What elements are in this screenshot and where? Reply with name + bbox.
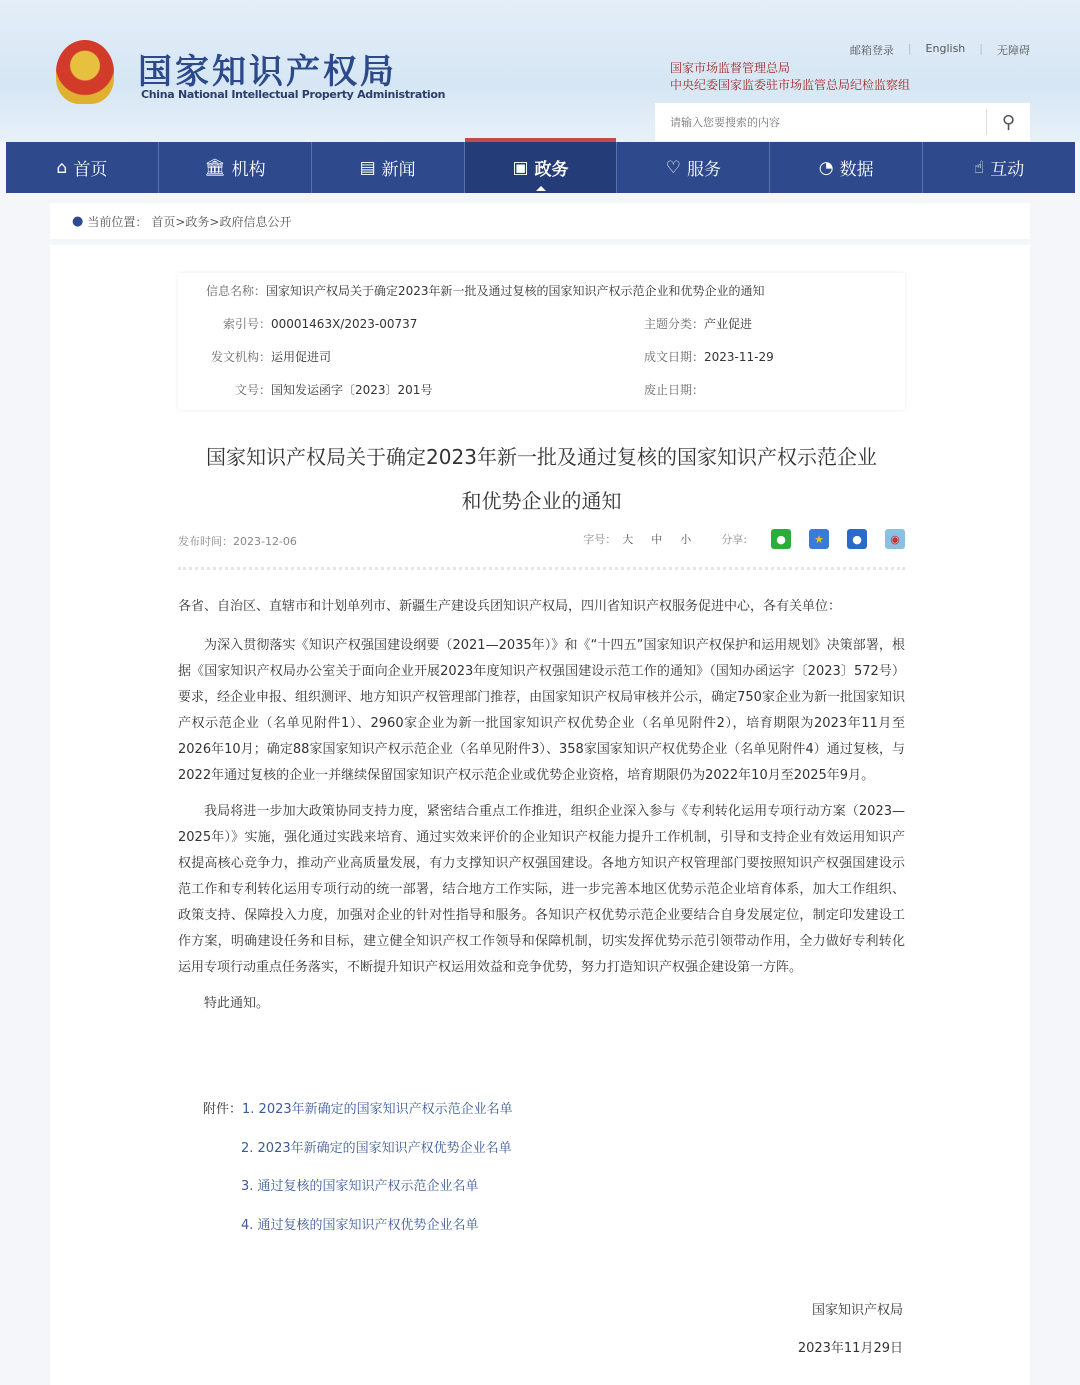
english-link[interactable]: English [925, 42, 966, 55]
info-label: 废止日期： [644, 383, 705, 397]
font-size-large[interactable]: 大 [622, 533, 634, 546]
paragraph: 为深入贯彻落实《知识产权强国建设纲要（2021—2035年）》和《“十四五”国家知识产权保护和运用规划》决策部署，根据《国家知识产权局办公室关于面向企业开展2023年度知识产权强国建设示范工作的通知》（国知办函运字〔2023〕572号）要求，经企业申报、组织测评、地方知识产权管理部门推荐，由国家知识产权局审核并公示，确定750家企业为新一批国家知识产权示范企业（名单见附件1）、2960家企业为新一批国家知识产权优势企业（名单见附件2），培育期限为2023年11月至2026年10月；确定88家国家知识产权示范企业（名单见附件3）、358家国家知识产权优势企业（名单见附件4）通过复核，与2022年通过复核的企业一并继续保留国家知识产权示范企业或优势企业资格，培育期限仍为2022年10月至2025年9月。 [178, 638, 905, 783]
site-header [0, 0, 1080, 142]
search-input[interactable] [655, 116, 986, 129]
weibo-share-icon[interactable]: ◉ [885, 529, 905, 549]
nav-services[interactable] [617, 142, 770, 193]
affiliations [670, 60, 910, 94]
paragraph: 我局将进一步加大政策协同支持力度，紧密结合重点工作推进，组织企业深入参与《专利转化运用专项行动方案（2023—2025年）》实施，强化通过实践来培育、通过实效来评价的企业知识产权能力提升工作机制，引导和支持企业有效运用知识产权提高核心竞争力，推动产业高质量发展，有力支撑知识产权强国建设。各地方知识产权管理部门要按照知识产权强国建设示范工作和专利转化运用专项行动的统一部署，结合地方工作实际，进一步完善本地区优势示范企业培育体系，加大工作组织、政策支持、保障投入力度，加强对企业的针对性指导和服务。各知识产权优势示范企业要结合自身发展定位，制定印发建设工作方案，明确建设任务和目标，建立健全知识产权工作领导和保障机制，切实发挥优势示范引领带动作用，全力做好专利转化运用专项行动重点任务落实，不断提升知识产权运用效益和竞争优势，努力打造知识产权强企建设第一方阵。 [178, 804, 905, 975]
publish-time: 发布时间：2023-12-06 [178, 535, 297, 548]
nav-label: 机构 [231, 160, 266, 180]
info-doc-number: 国知发运函字〔2023〕201号 [271, 383, 433, 397]
info-label: 主题分类： [644, 317, 705, 331]
nav-news[interactable] [312, 142, 465, 193]
pie-chart-icon: ◔ [818, 157, 834, 178]
font-size-small[interactable]: 小 [680, 533, 692, 546]
info-name: 国家知识产权局关于确定2023年新一批及通过复核的国家知识产权示范企业和优势企业的通知 [266, 284, 765, 298]
search-icon[interactable]: ⚲ [986, 109, 1030, 135]
nav-home[interactable] [6, 142, 159, 193]
qzone-share-icon[interactable]: ★ [809, 529, 829, 549]
breadcrumb-path[interactable]: 首页>政务>政府信息公开 [151, 214, 292, 229]
top-links [850, 42, 1030, 58]
search-box [655, 103, 1030, 141]
nav-label: 首页 [73, 160, 108, 180]
share-label: 分享: [721, 533, 747, 546]
attachment-link[interactable]: 4. 通过复核的国家知识产权优势企业名单 [241, 1217, 479, 1233]
signer: 国家知识产权局 [811, 1303, 903, 1318]
attachment-link[interactable]: 3. 通过复核的国家知识产权示范企业名单 [241, 1179, 479, 1194]
affiliation-link[interactable]: 国家市场监督管理总局 [670, 61, 791, 75]
main-nav [6, 142, 1075, 193]
site-logo-title[interactable]: 国家知识产权局 [138, 52, 397, 92]
nav-data[interactable] [770, 142, 923, 193]
nav-interaction[interactable] [923, 142, 1075, 193]
article-title [178, 435, 905, 523]
wechat-share-icon[interactable]: ● [771, 529, 791, 549]
attachment-link[interactable]: 1. 2023年新确定的国家知识产权示范企业名单 [242, 1102, 513, 1117]
info-index: 00001463X/2023-00737 [271, 317, 418, 331]
hand-pointer-icon: ☝ [973, 157, 985, 178]
salutation: 各省、自治区、直辖市和计划单列市、新疆生产建设兵团知识产权局，四川省知识产权服务促进中心，各有关单位： [178, 599, 842, 614]
font-size-medium[interactable]: 中 [651, 533, 663, 546]
nav-label: 新闻 [381, 160, 416, 180]
news-icon: ▤ [359, 157, 376, 178]
info-org: 运用促进司 [271, 350, 332, 364]
building-icon: 🏛 [203, 157, 226, 178]
info-label: 索引号： [222, 317, 271, 331]
article-body [178, 594, 905, 1027]
info-label: 信息名称： [206, 284, 267, 298]
info-date: 2023-11-29 [704, 350, 774, 364]
signature [798, 1292, 903, 1368]
nav-government-affairs[interactable] [465, 142, 618, 193]
nav-label: 互动 [990, 160, 1025, 180]
national-emblem-logo [56, 40, 114, 104]
attachments [203, 1098, 513, 1252]
accessibility-link[interactable]: 无障碍 [997, 44, 1030, 57]
location-pin-icon: ● [72, 213, 84, 229]
heart-icon: ♡ [665, 157, 681, 178]
email-login-link[interactable]: 邮箱登录 [849, 44, 894, 57]
nav-label: 服务 [686, 160, 721, 180]
info-topic: 产业促进 [704, 317, 753, 331]
article-container [50, 245, 1030, 1385]
closing: 特此通知。 [204, 996, 270, 1011]
title-line: 和优势企业的通知 [461, 489, 622, 513]
nav-organization[interactable] [159, 142, 312, 193]
info-label: 发文机构： [210, 350, 271, 364]
nav-label: 数据 [839, 160, 874, 180]
title-line: 国家知识产权局关于确定2023年新一批及通过复核的国家知识产权示范企业 [206, 445, 877, 469]
font-size-label: 字号： [583, 533, 617, 546]
info-label: 文号： [234, 383, 271, 397]
affiliation-link[interactable]: 中央纪委国家监委驻市场监管总局纪检监察组 [670, 78, 911, 92]
attachment-link[interactable]: 2. 2023年新确定的国家知识产权优势企业名单 [241, 1140, 512, 1156]
document-icon: ▣ [512, 157, 529, 178]
divider: | [907, 42, 912, 55]
sign-date: 2023年11月29日 [797, 1341, 903, 1356]
nav-label: 政务 [534, 160, 569, 180]
breadcrumb-label: 当前位置： [87, 214, 148, 229]
info-label: 成文日期： [644, 350, 705, 364]
attachments-label: 附件： [203, 1102, 243, 1117]
home-icon: ⌂ [56, 157, 68, 178]
info-table [178, 273, 905, 410]
divider: | [979, 42, 983, 55]
divider [178, 567, 905, 570]
breadcrumb [50, 203, 1030, 239]
site-logo-subtitle: China National Intellectual Property Administration [141, 88, 446, 101]
qq-share-icon[interactable]: ● [847, 529, 867, 549]
article-meta [178, 533, 905, 549]
